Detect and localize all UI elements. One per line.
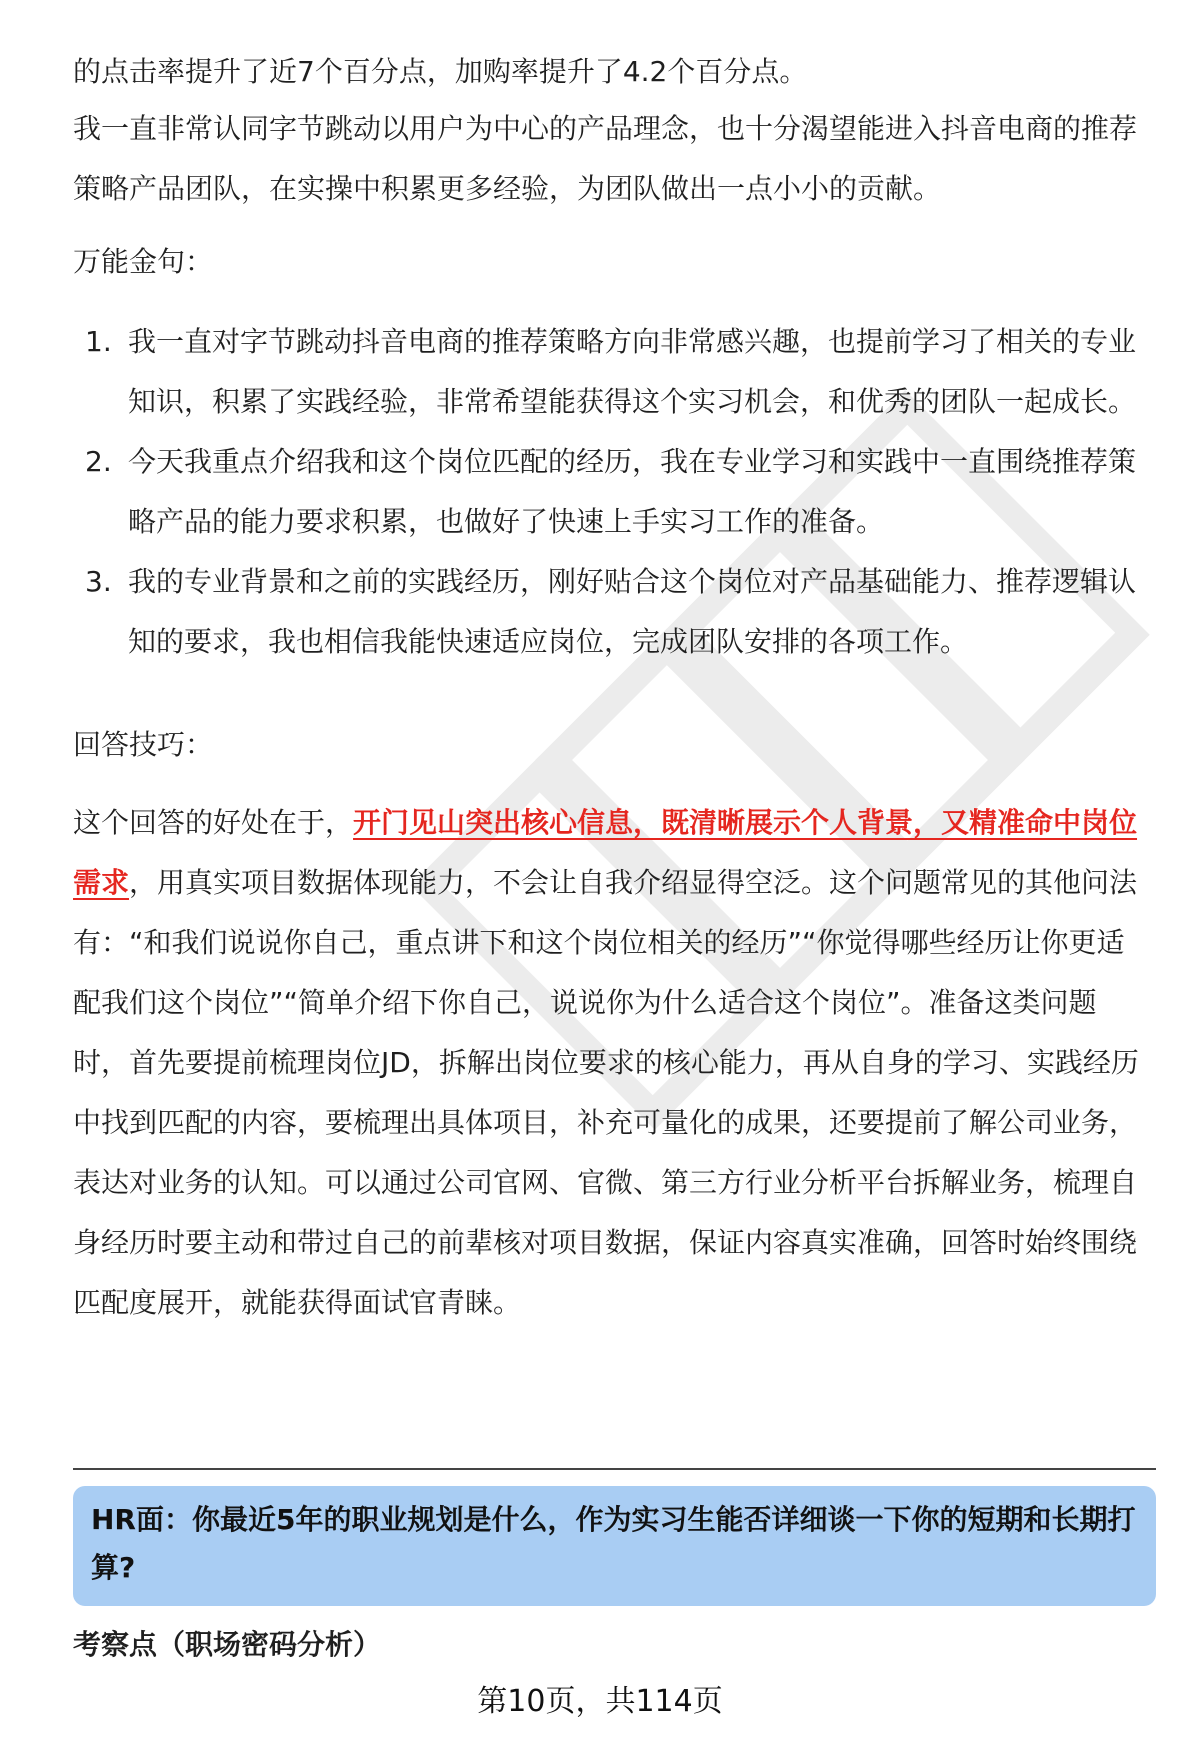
list-item-text: 今天我重点介绍我和这个岗位匹配的经历，我在专业学习和实践中一直围绕推荐策略产品的能力要求积累，也做好了快速上手实习工作的准备。 <box>128 445 1137 538</box>
tips-paragraph <box>73 793 1148 1333</box>
intro-paragraph: 我一直非常认同字节跳动以用户为中心的产品理念，也十分渴望能进入抖音电商的推荐策略产品团队，在实操中积累更多经验，为团队做出一点小小的贡献。 <box>73 112 1138 205</box>
list-number: 1. <box>85 325 112 358</box>
question-box <box>73 1486 1156 1606</box>
tips-highlight: 开门见山突出核心信息，既清晰展示个人背景，又精准命中岗位需求 <box>73 806 1138 899</box>
question-text: HR面：你最近5年的职业规划是什么，作为实习生能否详细谈一下你的短期和长期打算? <box>91 1503 1136 1584</box>
list-item-text: 我一直对字节跳动抖音电商的推荐策略方向非常感兴趣，也提前学习了相关的专业知识，积累了实践经验，非常希望能获得这个实习机会，和优秀的团队一起成长。 <box>128 325 1137 418</box>
golden-list <box>73 312 1148 672</box>
list-item <box>73 432 1148 552</box>
list-item <box>73 552 1148 672</box>
page-number: 第10页，共114页 <box>477 1684 723 1719</box>
tips-rest: ，用真实项目数据体现能力，不会让自我介绍显得空泛。这个问题常见的其他问法有：“和我们说说你自己，重点讲下和这个岗位相关的经历”“你觉得哪些经历让你更适配我们这个岗位”“简单介绍下你自己，说说你为什么适合这个岗位”。准备这类问题时，首先要提前梳理岗位JD，拆解出岗位要求的核心能力，再从自身的学习、实践经历中找到匹配的内容，要梳理出具体项目，补充可量化的成果，还要提前了解公司业务，表达对业务的认知。可以通过公司官网、官微、第三方行业分析平台拆解业务，梳理自身经历时要主动和带过自己的前辈核对项目数据，保证内容真实准确，回答时始终围绕匹配度展开，就能获得面试官青睐。 <box>73 866 1139 1319</box>
golden-heading: 万能金句： <box>73 245 214 278</box>
list-number: 2. <box>85 445 112 478</box>
list-item <box>73 312 1148 432</box>
tips-prefix: 这个回答的好处在于， <box>73 806 354 839</box>
section-subheading: 考察点（职场密码分析） <box>73 1628 382 1661</box>
divider <box>73 1468 1156 1470</box>
tips-heading: 回答技巧： <box>73 728 214 761</box>
list-number: 3. <box>85 565 112 598</box>
list-item-text: 我的专业背景和之前的实践经历，刚好贴合这个岗位对产品基础能力、推荐逻辑认知的要求，我也相信我能快速适应岗位，完成团队安排的各项工作。 <box>128 565 1137 658</box>
intro-line-1: 的点击率提升了近7个百分点，加购率提升了4.2个百分点。 <box>73 55 808 88</box>
